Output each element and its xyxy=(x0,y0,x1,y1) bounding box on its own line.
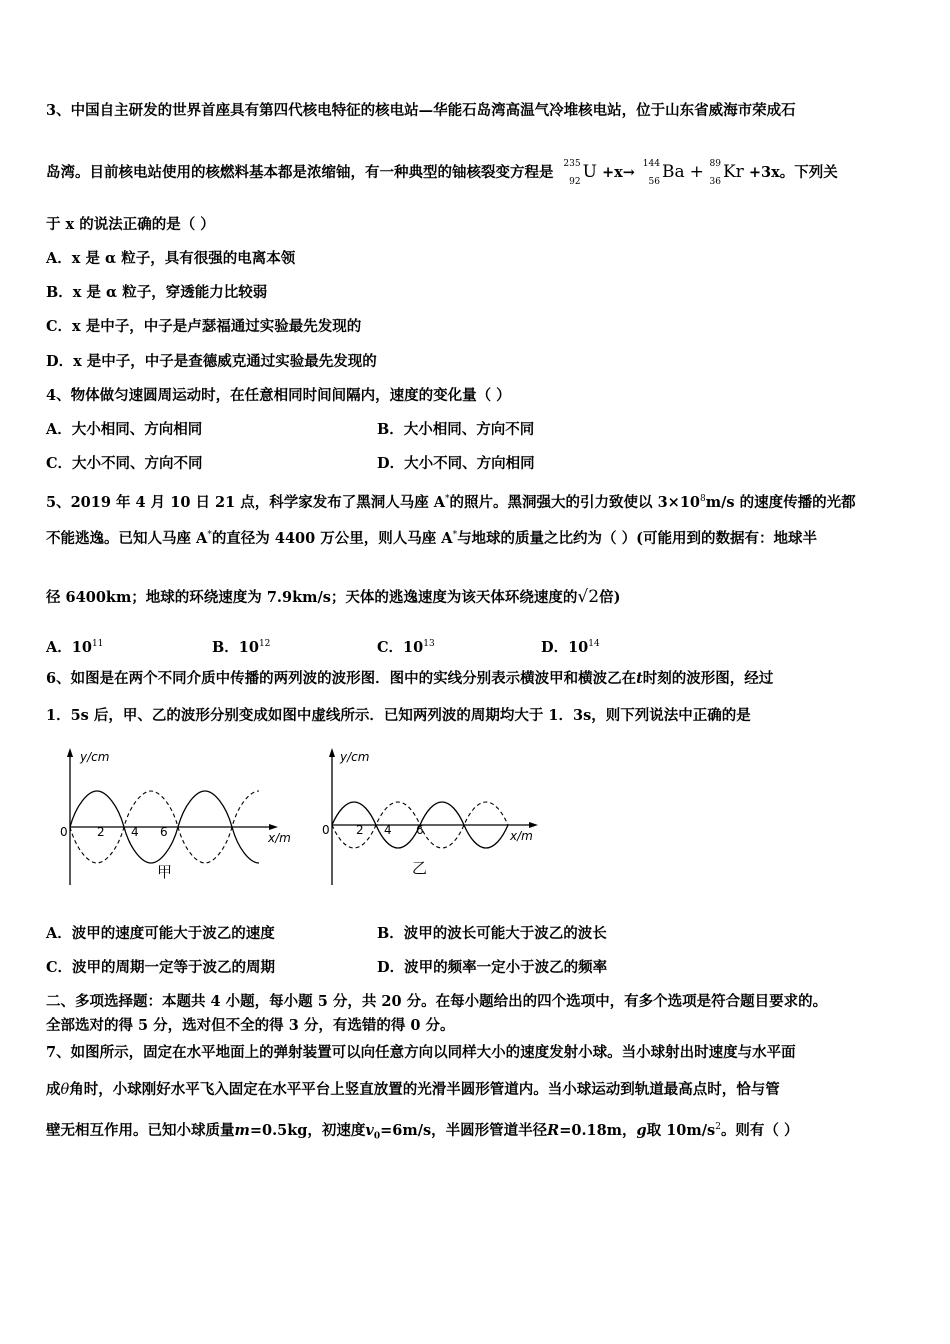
uranium-nuclide: 235 92 U xyxy=(563,159,597,187)
wave-figure-yi xyxy=(318,745,558,890)
tick-label-6: 6 xyxy=(416,823,424,837)
q5-option-d: D．$10^{14}$ xyxy=(541,638,600,656)
q4-stem: 4、物体做匀速圆周运动时，在任意相同时间间隔内，速度的变化量（ ） xyxy=(46,387,511,404)
q3-option-d: D．x 是中子，中子是查德威克通过实验最先发现的 xyxy=(46,353,377,370)
q3-option-a: A．x 是 α 粒子，具有很强的电离本领 xyxy=(46,250,296,267)
sqrt-two: √2 xyxy=(577,587,600,607)
q5-option-c: C．$10^{13}$ xyxy=(377,638,435,656)
y-axis-label: y/cm xyxy=(340,750,370,764)
x-axis-arrow xyxy=(529,822,538,828)
q3-stem-line3: 于 x 的说法正确的是（ ） xyxy=(46,216,215,233)
q7-stem-line3: 壁无相互作用。已知小球质量m=0.5kg，初速度$v_0=6m/s$，半圆形管道半径R=0.18m，g取 $10m/s^2$。则有（ ） xyxy=(46,1121,799,1142)
x-axis-label: x/m xyxy=(268,831,291,845)
y-axis-label: y/cm xyxy=(80,750,110,764)
q3-stem-line1: 3、中国自主研发的世界首座具有第四代核电特征的核电站—华能石岛湾高温气冷堆核电站，位于山东省威海市荣成石 xyxy=(46,102,796,119)
figure-caption-jia: 甲 xyxy=(157,863,173,881)
q4-option-a: A．大小相同、方向相同 xyxy=(46,421,203,438)
q5-option-b: B．$10^{12}$ xyxy=(212,638,271,656)
q4-option-c: C．大小不同、方向不同 xyxy=(46,455,203,472)
q5-stem-line1: 5、2019 年 4 月 10 日 21 点，科学家发布了黑洞人马座 A*的照片。黑洞强大的引力致使以 $3\times 10^8m/s$ 的速度传播的光都 xyxy=(46,493,856,511)
q4-option-d: D．大小不同、方向相同 xyxy=(377,455,535,472)
origin-label: 0 xyxy=(322,823,330,837)
q5-option-a: A．$10^{11}$ xyxy=(46,638,104,656)
q6-option-c: C．波甲的周期一定等于波乙的周期 xyxy=(46,959,276,976)
figure-caption-yi: 乙 xyxy=(412,859,428,877)
y-axis-arrow xyxy=(329,748,335,757)
q4-option-b: B．大小相同、方向不同 xyxy=(377,421,535,438)
krypton-nuclide: 89 36 Kr xyxy=(709,159,744,187)
q3-option-c: C．x 是中子，中子是卢瑟福通过实验最先发现的 xyxy=(46,318,362,335)
tick-label-4: 4 xyxy=(384,823,392,837)
tick-label-2: 2 xyxy=(356,823,364,837)
tick-label-2: 2 xyxy=(97,825,105,839)
q3-stem-line2: 岛湾。目前核电站使用的核燃料基本都是浓缩铀，有一种典型的铀核裂变方程是 235 92 U +x→ 144 56 Ba + 89 36 Kr +3x。下列关 xyxy=(46,159,838,187)
x-axis-label: x/m xyxy=(510,829,533,843)
section2-heading-line2: 全部选对的得 5 分，选对但不全的得 3 分，有选错的得 0 分。 xyxy=(46,1017,455,1034)
wave-figure-jia xyxy=(50,745,310,890)
barium-nuclide: 144 56 Ba xyxy=(642,159,685,187)
q6-option-b: B．波甲的波长可能大于波乙的波长 xyxy=(377,925,607,942)
q6-option-d: D．波甲的频率一定小于波乙的频率 xyxy=(377,959,608,976)
origin-label: 0 xyxy=(60,825,68,839)
q6-stem-line2: 1．5s 后，甲、乙的波形分别变成如图中虚线所示．已知两列波的周期均大于 1．3s，则下列说法中正确的是 xyxy=(46,707,751,724)
q7-stem-line1: 7、如图所示，固定在水平地面上的弹射装置可以向任意方向以同样大小的速度发射小球。当小球射出时速度与水平面 xyxy=(46,1044,796,1061)
x-axis-arrow xyxy=(269,824,278,830)
q5-stem-line2: 不能逃逸。已知人马座 A*的直径为 4400 万公里，则人马座 A*与地球的质量之比约为（ ）(可能用到的数据有：地球半 xyxy=(46,529,817,547)
q3-option-b: B．x 是 α 粒子，穿透能力比较弱 xyxy=(46,284,268,301)
q7-stem-line2: 成θ角时，小球刚好水平飞入固定在水平平台上竖直放置的光滑半圆形管道内。当小球运动到轨道最高点时，恰与管 xyxy=(46,1081,780,1098)
q5-stem-line3: 径 6400km；地球的环绕速度为 7.9km/s；天体的逃逸速度为该天体环绕速度的√2倍) xyxy=(46,587,621,607)
section2-heading-line1: 二、多项选择题：本题共 4 小题，每小题 5 分，共 20 分。在每小题给出的四个选项中，有多个选项是符合题目要求的。 xyxy=(46,993,828,1010)
tick-label-6: 6 xyxy=(160,825,168,839)
y-axis-arrow xyxy=(67,748,73,757)
q6-option-a: A．波甲的速度可能大于波乙的速度 xyxy=(46,925,275,942)
tick-label-4: 4 xyxy=(131,825,139,839)
q6-stem-line1: 6、如图是在两个不同介质中传播的两列波的波形图．图中的实线分别表示横波甲和横波乙在t时刻的波形图，经过 xyxy=(46,670,774,687)
